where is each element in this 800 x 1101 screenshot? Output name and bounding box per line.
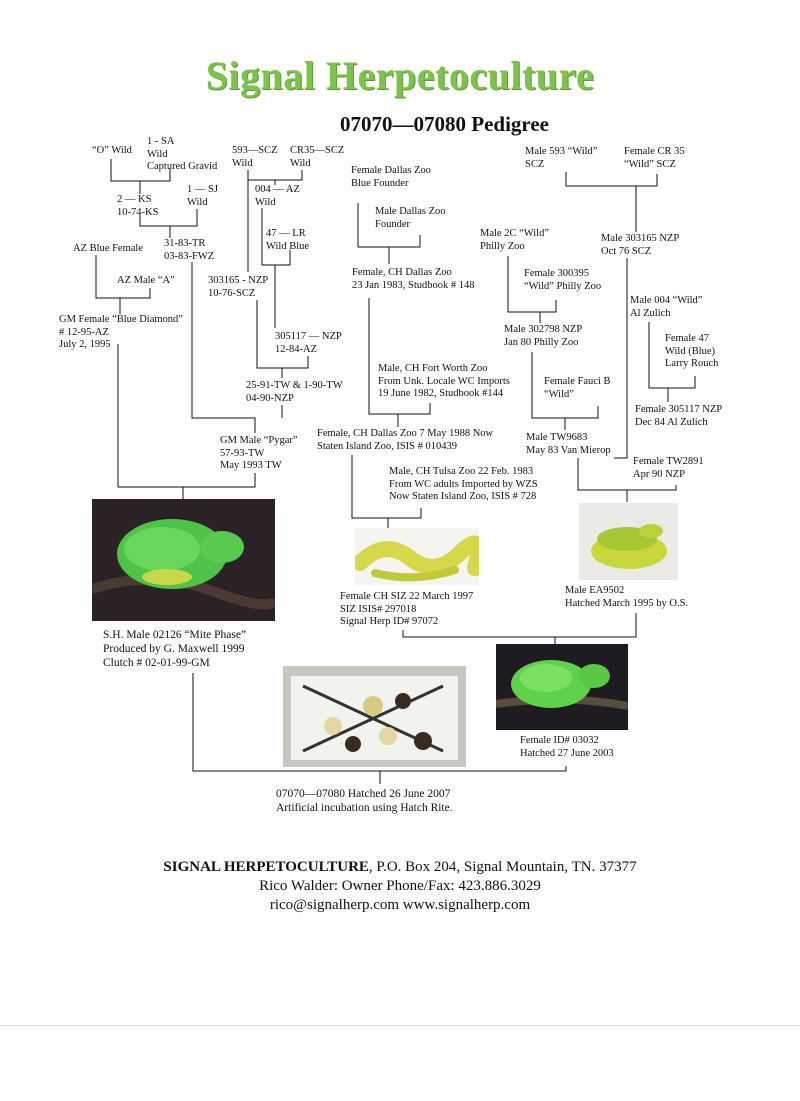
node-female-03032: Female ID# 03032 Hatched 27 June 2003 [520,735,614,759]
node-gm-male-pygar: GM Male “Pygar” 57-93-TW May 1993 TW [220,435,298,471]
node-1-sa: 1 - SA Wild Captured Gravid [147,136,218,172]
node-1-sj: 1 — SJ Wild [187,184,218,208]
node-sh-male: S.H. Male 02126 “Mite Phase” Produced by G. Maxwell 1999 Clutch # 02-01-99-GM [103,629,247,669]
node-female-300395: Female 300395 “Wild” Philly Zoo [524,268,602,292]
page-title: Signal Herpetoculture [205,53,595,98]
pedigree-title: 07070—07080 Pedigree [340,112,549,136]
node-az-blue-female: AZ Blue Female [73,243,143,254]
node-593-scz: 593—SCZ Wild [232,145,278,169]
node-male-2c: Male 2C “Wild” Philly Zoo [480,228,549,252]
node-o-wild: “O” Wild [92,145,132,156]
node-female-ch-siz: Female CH SIZ 22 March 1997 SIZ ISIS# 297018 Signal Herp ID# 97072 [340,591,474,627]
photo-male-ea9502 [579,503,678,580]
photo-sh-male [92,499,275,621]
node-004-az: 004 — AZ Wild [255,184,300,208]
photo-female-03032 [496,644,628,730]
photo-eggs-incubation [283,666,466,767]
node-hatch-07070: 07070—07080 Hatched 26 June 2007 Artificial incubation using Hatch Rite. [276,788,453,814]
node-male-302798: Male 302798 NZP Jan 80 Philly Zoo [504,324,583,348]
node-cr35-scz: CR35—SCZ Wild [290,145,345,169]
node-male-303165: Male 303165 NZP Oct 76 SCZ [601,233,680,257]
footer-contact [0,858,800,915]
node-ch-fort-worth: Male, CH Fort Worth Zoo From Unk. Locale WC Imports 19 June 1982, Studbook #144 [378,363,510,399]
node-25-91-tw: 25-91-TW & 1-90-TW 04-90-NZP [246,380,343,404]
node-47-lr: 47 — LR Wild Blue [266,228,310,252]
node-male-593: Male 593 “Wild” SCZ [525,146,598,170]
footer-company: SIGNAL HERPETOCULTURE [163,859,369,875]
footer-contact-links[interactable]: rico@signalherp.com www.signalherp.com [269,897,531,913]
node-ch-tulsa: Male, CH Tulsa Zoo 22 Feb. 1983 From WC adults Imported by WZS Now Staten Island Zoo, ISIS # 728 [389,466,538,502]
node-male-tw9683: Male TW9683 May 83 Van Mierop [526,432,611,456]
node-gm-female: GM Female “Blue Diamond” # 12-95-AZ July 2, 1995 [59,314,183,350]
node-female-47: Female 47 Wild (Blue) Larry Rouch [665,333,719,369]
page-edge-divider [0,1025,800,1026]
node-303165-nzp: 303165 - NZP 10-76-SCZ [208,275,269,299]
node-31-83-tr: 31-83-TR 03-83-FWZ [164,238,215,262]
node-2-ks: 2 — KS 10-74-KS [117,194,159,218]
node-ch-dallas-1983: Female, CH Dallas Zoo 23 Jan 1983, Studbook # 148 [352,267,475,291]
photo-female-siz [355,528,479,585]
node-female-cr35: Female CR 35 “Wild” SCZ [624,146,685,170]
node-305117-nzp: 305117 — NZP 12-84-AZ [275,331,342,355]
node-female-tw2891: Female TW2891 Apr 90 NZP [633,456,704,480]
node-male-004: Male 004 “Wild” Al Zulich [630,295,703,319]
footer-address: , P.O. Box 204, Signal Mountain, TN. 37377 [368,859,637,875]
node-male-dallas-zoo: Male Dallas Zoo Founder [375,206,446,230]
node-ch-dallas-1988: Female, CH Dallas Zoo 7 May 1988 Now Staten Island Zoo, ISIS # 010439 [317,428,494,452]
footer-owner: Rico Walder: Owner Phone/Fax: 423.886.3029 [259,878,541,894]
node-female-fauci-b: Female Fauci B “Wild” [544,376,611,400]
node-female-dallas-zoo: Female Dallas Zoo Blue Founder [351,165,431,189]
node-male-ea9502: Male EA9502 Hatched March 1995 by O.S. [565,585,689,609]
node-female-305117: Female 305117 NZP Dec 84 Al Zulich [635,404,723,428]
node-az-male-a: AZ Male “A” [117,275,175,286]
